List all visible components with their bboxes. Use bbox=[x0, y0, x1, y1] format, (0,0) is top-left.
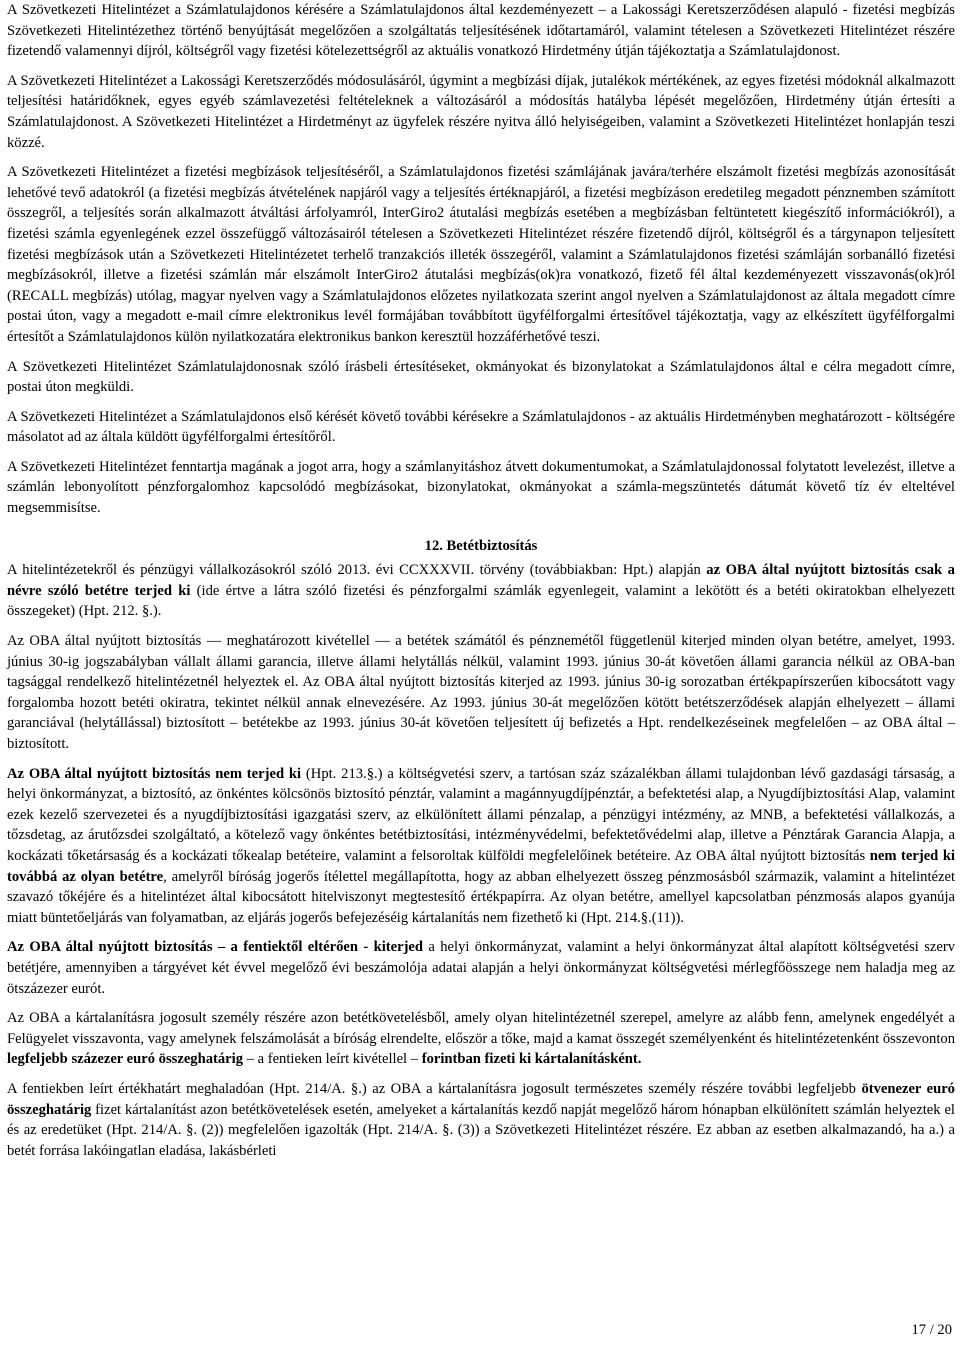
section-heading-deposit-insurance: 12. Betétbiztosítás bbox=[424, 537, 538, 554]
paragraph-copy-request: A Szövetkezeti Hitelintézet a Számlatulajdonos első kérését követő további kérésekre a Számlatulajdonos - az aktuális Hirdetményben meghatározott - költségére másolatot ad az általa küldött ügyfélforgalmi értesítőről. bbox=[7, 408, 955, 446]
document-page bbox=[7, 0, 955, 1161]
paragraph-written-notices: A Szövetkezeti Hitelintézet Számlatulajdonosnak szóló írásbeli értesítéseket, okmányokat és bizonylatokat a Számlatulajdonos által e célra megadott címre, postai úton megküldi. bbox=[7, 358, 955, 396]
paragraph-oba-coverage-details: Az OBA által nyújtott biztosítás — meghatározott kivétellel — a betétek számától és pénznemétől függetlenül kiterjed minden olyan betétre, amelyet, 1993. június 30-ig jogszabályban vállalt állami garancia, illetve állami helytállás nélkül, valamint 1993. június 30-át követően állami garancia nélkül az OBA-ban tagsággal rendelkező hitelintézetnél helyeztek el. Az OBA által nyújtott biztosítás kiterjed az 1993. június 30-ig sorozatban értékpapírszerűen kibocsátott vagy forgalomba hozott betéti okiratra, tekintet nélkül annak elnevezésére. Az 1993. június 30-át megelőzően kötött betétszerződések alapján elhelyezett – állami garanciával (helytállással) biztosított – betétekbe az 1993. június 30-át követően teljesített új befizetés a Hpt. rendelkezéseinek megfelelően – az OBA által – biztosított. bbox=[7, 633, 955, 752]
paragraph-document-retention: A Szövetkezeti Hitelintézet fenntartja magának a jogot arra, hogy a számlanyitáshoz átvett dokumentumokat, a Számlatulajdonossal folytatott levelezést, illetve a számlán lebonyolított pénzforgalomhoz kapcsolódó megbízásokat, bizonylatokat, okmányokat a számla-megszüntetés dátumát követő tíz év elteltével megsemmisítse. bbox=[7, 458, 955, 517]
paragraph-transaction-info: A Szövetkezeti Hitelintézet a Számlatulajdonos kérésére a Számlatulajdonos által kezdeményezett – a Lakossági Keretszerződésen alapuló - fizetési megbízás Szövetkezeti Hitelintézethez történő benyújtását megelőzően a szolgáltatás teljesítésének időtartamáról, valamint tételesen a Szövetkezeti Hitelintézet részére fizetendő valamennyi díjról, költségről vagy fizetési kötelezettségről az aktuális vonatkozó Hirdetmény útján tájékoztatja a Számlatulajdonost. bbox=[7, 2, 955, 60]
paragraph-oba-compensation-limit: Az OBA a kártalanításra jogosult személy részére azon betétkövetelésből, amely olyan hitelintézetnél szerepel, amelyre az alább fenn, amelynek engedélyét a Felügyelet visszavonta, vagy amelynek felszámolását a bíróság elrendelte, először a tőke, majd a kamat összegét személyenként és hitelintézetenként összevonton legfeljebb százezer euró összeghatárig – a fentieken leírt kivétellel – forintban fizeti ki kártalanításként. bbox=[7, 1010, 955, 1068]
paragraph-oba-additional-compensation: A fentiekben leírt értékhatárt meghaladóan (Hpt. 214/A. §.) az OBA a kártalanításra jogosult természetes személy részére további legfeljebb ötvenezer euró összeghatárig fizet kártalanítást azon betétkövetelések esetén, amelyeket a kártalanítás kezdő napját megelőző három hónapban elkülönített számlán helyeztek el és az eredetüket (Hpt. 214/A. §. (2)) megfelelően igazolták (Hpt. 214/A. §. (3)) a Szövetkezeti Hitelintézet részére. Ez abban az esetben alkalmazandó, ha a.) a betét forrása lakóingatlan eladása, lakásbérleti bbox=[7, 1080, 955, 1159]
paragraph-oba-exclusions: Az OBA által nyújtott biztosítás nem terjed ki (Hpt. 213.§.) a költségvetési szerv, a tartósan száz százalékban állami tulajdonban lévő gazdasági társaság, a helyi önkormányzat, a biztosító, az önkéntes kölcsönös biztosító pénztár, valamint a magánnyugdíjpénztár, a befektetési alap, a Nyugdíjbiztosítási Alap, valamint ezek kezelő szervezetei és a nyugdíjbiztosítási igazgatási szerv, az elkülönített állami pénzalap, a pénzügyi intézmény, az MNB, a befektetési vállalkozás, a tőzsdetag, az árutőzsdei szolgáltató, a kötelező vagy önkéntes betétbiztosítási, intézményvédelmi, befektetővédelmi alap, illetve a Pénztárak Garancia Alapja, a kockázati tőketársaság és a kockázati tőkealap betéteire, valamint a felsoroltak külföldi megfelelőinek betéteire. Az OBA által nyújtott biztosítás nem terjed ki továbbá az olyan betétre, amelyről bíróság jogerős ítélettel megállapította, hogy az abban elhelyezett összeg pénzmosásból származik, valamint a hitelintézet szavazó tőkéjére és a hitelintézet által kibocsátott hitelviszonyt megtestesítő értékpapírra. Az olyan betétre, amellyel kapcsolatban pénzmosás alapos gyanúja miatt büntetőeljárás van folyamatban, az eljárás jogerős befejezéséig kártalanítás nem fizethető ki (Hpt. 214.§.(11)). bbox=[7, 765, 955, 926]
paragraph-payment-statement: A Szövetkezeti Hitelintézet a fizetési megbízások teljesítéséről, a Számlatulajdonos fizetési számlájának javára/terhére elszámolt fizetési megbízás azonosítását lehetővé tevő adatokról (a fizetési megbízás átvételének napjáról vagy a teljesítés értéknapjáról, a fizetési megbízáson eredetileg megadott pénznemben számított összegről, a teljesítés során alkalmazott átváltási árfolyamról, InterGiro2 átutalási megbízás esetében a megbízásban feltüntetett kiegészítő információkról), a fizetési számla egyenlegének ezzel összefüggő változásairól tételesen a Szövetkezeti Hitelintézet részére fizetendő díjról, költségről és a tárgynapon teljesített fizetési megbízások után a Szövetkezeti Hitelintézetet terhelő tranzakciós illeték összegéről, valamint a Számlatulajdonos fizetési számláján sorbanálló fizetési megbízásokról, illetve a fizetési számlán már elszámolt InterGiro2 átutalási megbízás(ok)ra vonatkozó, fizető fél által kezdeményezett visszavonás(ok)ról (RECALL megbízás) utólag, magyar nyelven vagy a Számlatulajdonos előzetes nyilatkozata szerint angol nyelven a Számlatulajdonost az általa megadott címre postai úton, vagy a megadott e-mail címre elektronikus levél formájában továbbított ügyfélforgalmi értesítővel tájékoztatja, vagy az elkészített ügyfélforgalmi értesítőt a Számlatulajdonos külön nyilatkozatára elektronikus bankon keresztül hozzáférhetővé teszi. bbox=[7, 164, 955, 345]
paragraph-oba-scope: A hitelintézetekről és pénzügyi vállalkozásokról szóló 2013. évi CCXXXVII. törvény (továbbiakban: Hpt.) alapján az OBA által nyújtott biztosítás csak a névre szóló betétre terjed ki (ide értve a látra szóló fizetési és pénzforgalmi számlák egyenlegeit, valamint a lekötött és a betéti okiratokban elhelyezett összegeket) (Hpt. 212. §.). bbox=[7, 562, 955, 620]
paragraph-contract-modification: A Szövetkezeti Hitelintézet a Lakossági Keretszerződés módosulásáról, úgymint a megbízási díjak, jutalékok mértékének, az egyes fizetési módoknál alkalmazott teljesítési határidőknek, egyes egyéb számlavezetési feltételeknek a változásáról a módosítás hatályba lépését megelőzően, Hirdetmény útján értesíti a Számlatulajdonost. A Szövetkezeti Hitelintézet a Hirdetményt az ügyfelek részére nyitva álló helyiségeiben, valamint a Szövetkezeti Hitelintézet honlapján teszi közzé. bbox=[7, 72, 955, 151]
page-number: 17 / 20 bbox=[911, 1322, 952, 1338]
paragraph-oba-local-government: Az OBA által nyújtott biztosítás – a fentiektől eltérően - kiterjed a helyi önkormányzat, valamint a helyi önkormányzat által alapított költségvetési szerv betétjére, amennyiben a tárgyévet két évvel megelőző évi beszámolója adatai alapján a helyi önkormányzat költségvetési mérlegfőösszege nem haladja meg az ötszázezer eurót. bbox=[7, 939, 955, 997]
